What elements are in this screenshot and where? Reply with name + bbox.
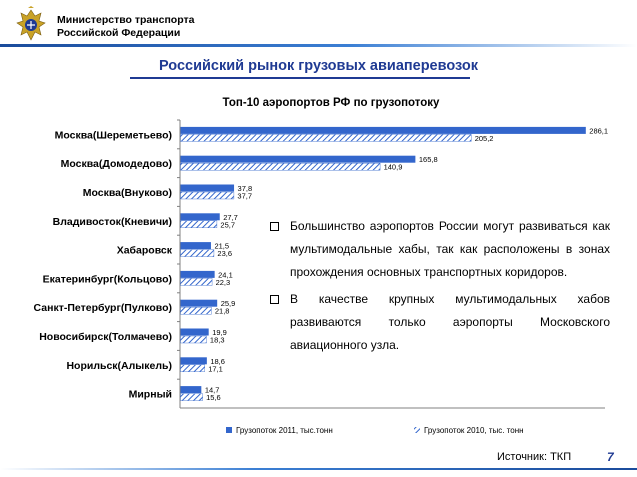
category-label: Санкт-Петербург(Пулково) (33, 302, 172, 315)
bar-2011 (181, 386, 202, 393)
bar-2010 (181, 336, 207, 343)
bar-2011 (181, 156, 416, 163)
bar-2011 (181, 127, 586, 134)
data-label: 286,1 (589, 126, 609, 136)
chart-title: Топ-10 аэропортов РФ по грузопотоку (222, 97, 440, 109)
bullet-item (270, 288, 610, 357)
legend-label-2010: Грузопоток 2010, тыс. тонн (424, 426, 524, 435)
bar-2011 (181, 300, 218, 307)
category-label: Владивосток(Кневичи) (52, 215, 172, 228)
legend-swatch-2011 (226, 427, 232, 433)
bullet-text: В качестве крупных мультимодальных хабов развиваются только аэропорты Московского авиационного узла. (290, 292, 610, 352)
data-label: 165,8 (418, 155, 438, 165)
data-label: 19,9 (212, 328, 227, 337)
data-label: 140,9 (383, 162, 403, 172)
data-label: 18,6 (210, 356, 225, 366)
bullet-item (270, 215, 610, 284)
bar-2010 (181, 221, 217, 228)
data-label: 22,3 (215, 277, 231, 287)
data-label: 21,5 (214, 241, 230, 251)
bar-2010 (181, 250, 214, 257)
category-label: Норильск(Алыкель) (66, 359, 172, 372)
category-label: Мирный (128, 388, 172, 401)
bar-2010 (181, 278, 213, 285)
bar-2010 (181, 163, 381, 170)
category-label: Хабаровск (116, 244, 172, 257)
data-label: 27,7 (223, 212, 238, 222)
bar-2011 (181, 213, 220, 220)
bar-2010 (181, 365, 205, 372)
data-label: 37,7 (237, 191, 253, 201)
page-number: 7 (607, 450, 614, 464)
bar-2011 (181, 242, 211, 249)
category-label: Москва(Шереметьево) (54, 129, 172, 142)
source-note: Источник: ТКП (497, 451, 572, 463)
data-label: 37,8 (237, 184, 253, 193)
header (0, 0, 637, 48)
data-label: 25,7 (220, 220, 236, 230)
bar-2010 (181, 307, 212, 314)
legend (226, 426, 524, 435)
data-label: 18,3 (209, 335, 225, 345)
header-divider (0, 44, 637, 47)
category-label: Екатеринбург(Кольцово) (42, 273, 172, 286)
bar-2011 (181, 329, 209, 336)
data-label: 205,2 (474, 133, 494, 143)
bar-2011 (181, 185, 235, 192)
data-label: 14,7 (204, 385, 220, 395)
ministry-name (57, 14, 194, 40)
bar-2011 (181, 357, 207, 364)
data-label: 23,6 (217, 249, 233, 259)
footer-divider (0, 468, 637, 470)
ministry-name-line2: Российской Федерации (57, 27, 181, 39)
bullet-text: Большинство аэропортов России могут развиваться как мультимодальные хабы, так как расположены в зонах прохождения основных транспортных коридоров. (290, 219, 610, 279)
checkbox-bullet-icon (270, 295, 279, 304)
category-label: Новосибирск(Толмачево) (39, 331, 172, 343)
category-label: Москва(Домодедово) (60, 158, 172, 171)
bar-2010 (181, 134, 472, 141)
bar-2010 (181, 394, 203, 401)
data-label: 21,8 (214, 306, 230, 316)
category-label: Москва(Внуково) (82, 187, 172, 199)
coat-of-arms-icon (14, 6, 48, 44)
checkbox-bullet-icon (270, 222, 279, 231)
bar-2010 (181, 192, 234, 199)
data-label: 15,6 (206, 393, 221, 403)
ministry-name-line1: Министерство транспорта (57, 14, 195, 26)
data-label: 17,1 (208, 364, 223, 374)
legend-swatch-2010 (414, 427, 420, 433)
bar-2011 (181, 271, 215, 278)
legend-label-2011: Грузопоток 2011, тыс.тонн (236, 426, 333, 435)
title-underline (130, 77, 470, 79)
bullet-list (270, 215, 610, 361)
slide-title: Российский рынок грузовых авиаперевозок (159, 58, 478, 74)
data-label: 24,1 (218, 270, 233, 280)
data-label: 25,9 (220, 299, 236, 309)
